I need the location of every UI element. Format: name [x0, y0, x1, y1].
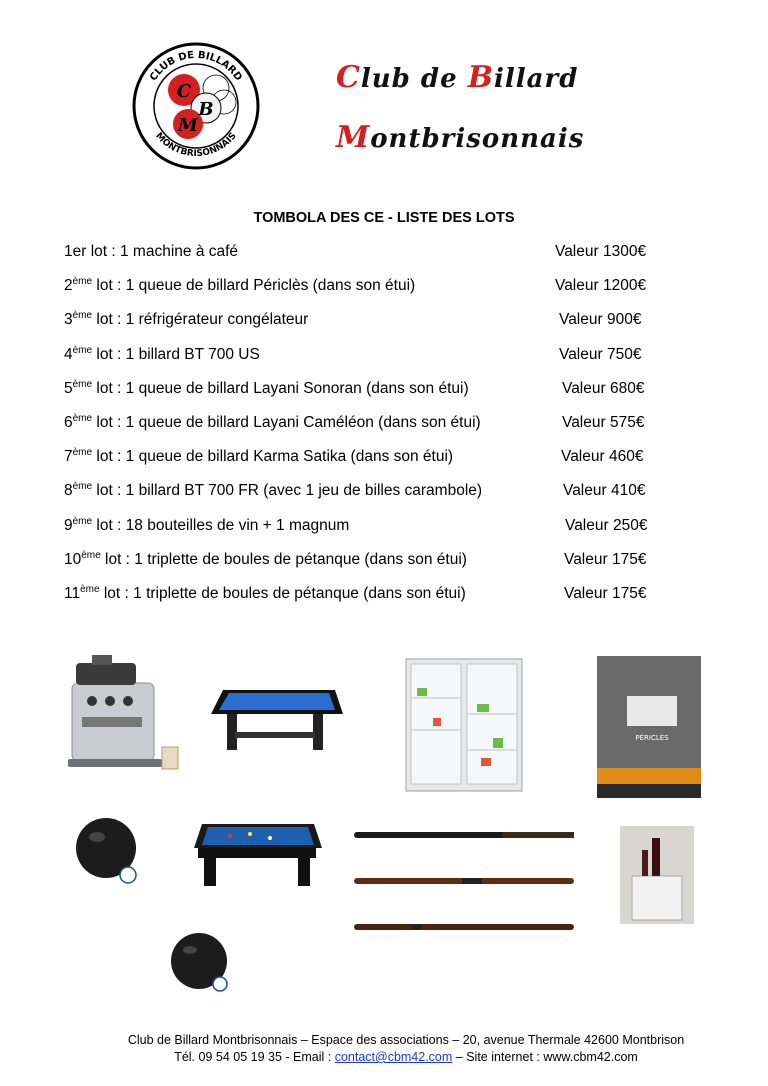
- pool-table-photo: [190, 818, 324, 888]
- lot-value: Valeur 410€: [563, 482, 646, 500]
- lot-row: [64, 517, 684, 551]
- lot-label: 9ème lot : 18 bouteilles de vin + 1 magnum: [64, 515, 350, 534]
- lot-row: [64, 551, 684, 585]
- lot-label: 4ème lot : 1 billard BT 700 US: [64, 344, 260, 363]
- lot-row: [64, 482, 684, 516]
- petanque-ball-photo-2: [168, 930, 232, 994]
- lot-value: Valeur 680€: [562, 379, 645, 397]
- lot-label: 2ème lot : 1 queue de billard Périclès (dans son étui): [64, 276, 416, 295]
- club-title-line2: Montbrisonnais: [336, 120, 585, 155]
- svg-text:M: M: [178, 115, 198, 136]
- svg-text:MONTBRISONNAIS: MONTBRISONNAIS: [153, 131, 239, 160]
- lot-label: 3ème lot : 1 réfrigérateur congélateur: [64, 310, 309, 329]
- pericles-poster-photo: [597, 656, 701, 798]
- lot-row: [64, 585, 684, 619]
- billiard-cues-photo: [352, 826, 577, 936]
- lot-row: [64, 414, 684, 448]
- lot-row: [64, 311, 684, 345]
- lot-label: 1er lot : 1 machine à café: [64, 243, 239, 260]
- blue-billiard-table-photo: [205, 682, 345, 760]
- lot-value: Valeur 460€: [561, 448, 644, 466]
- lot-row: [64, 380, 684, 414]
- lot-label: 11ème lot : 1 triplette de boules de pétanque (dans son étui): [64, 583, 466, 602]
- lot-label: 6ème lot : 1 queue de billard Layani Caméléon (dans son étui): [64, 412, 481, 431]
- lot-label: 10ème lot : 1 triplette de boules de pétanque (dans son étui): [64, 549, 467, 568]
- footer-address: Club de Billard Montbrisonnais – Espace des associations – 20, avenue Thermale 42600 Montbrison: [127, 1033, 685, 1047]
- lot-value: Valeur 1300€: [555, 243, 647, 260]
- coffee-machine-photo: [62, 655, 192, 775]
- logo-ring-text: CLUB DE BILLARD: [148, 49, 244, 84]
- lot-list: [64, 243, 684, 619]
- svg-text:B: B: [198, 99, 214, 120]
- lot-value: Valeur 750€: [559, 345, 642, 363]
- page-heading: TOMBOLA DES CE - LISTE DES LOTS: [253, 210, 515, 226]
- club-title-line1: Club de Billard: [336, 60, 579, 95]
- lot-row: [64, 277, 684, 311]
- svg-text:C: C: [176, 81, 192, 102]
- lot-value: Valeur 1200€: [555, 277, 647, 295]
- lot-label: 5ème lot : 1 queue de billard Layani Sonoran (dans son étui): [64, 378, 469, 397]
- lot-label: 7ème lot : 1 queue de billard Karma Satika (dans son étui): [64, 446, 454, 466]
- lot-value: Valeur 175€: [564, 550, 647, 568]
- poster-title: PÉRICLÈS: [635, 734, 669, 742]
- lot-value: Valeur 175€: [564, 584, 647, 602]
- lot-label: 8ème lot : 1 billard BT 700 FR (avec 1 jeu de billes carambole): [64, 481, 483, 500]
- club-logo: [132, 42, 260, 170]
- lot-row: [64, 243, 684, 277]
- lot-value: Valeur 250€: [565, 516, 648, 534]
- wine-bottles-photo: [620, 826, 694, 924]
- footer-contact: Tél. 09 54 05 19 35 - Email : contact@cbm42.com – Site internet : www.cbm42.com: [174, 1050, 638, 1064]
- lot-row: [64, 448, 684, 482]
- petanque-ball-photo: [72, 815, 142, 885]
- fridge-photo: [405, 658, 523, 792]
- lot-row: [64, 346, 684, 380]
- lot-value: Valeur 900€: [559, 311, 642, 329]
- email-link[interactable]: contact@cbm42.com: [334, 1050, 453, 1064]
- lot-value: Valeur 575€: [562, 413, 645, 431]
